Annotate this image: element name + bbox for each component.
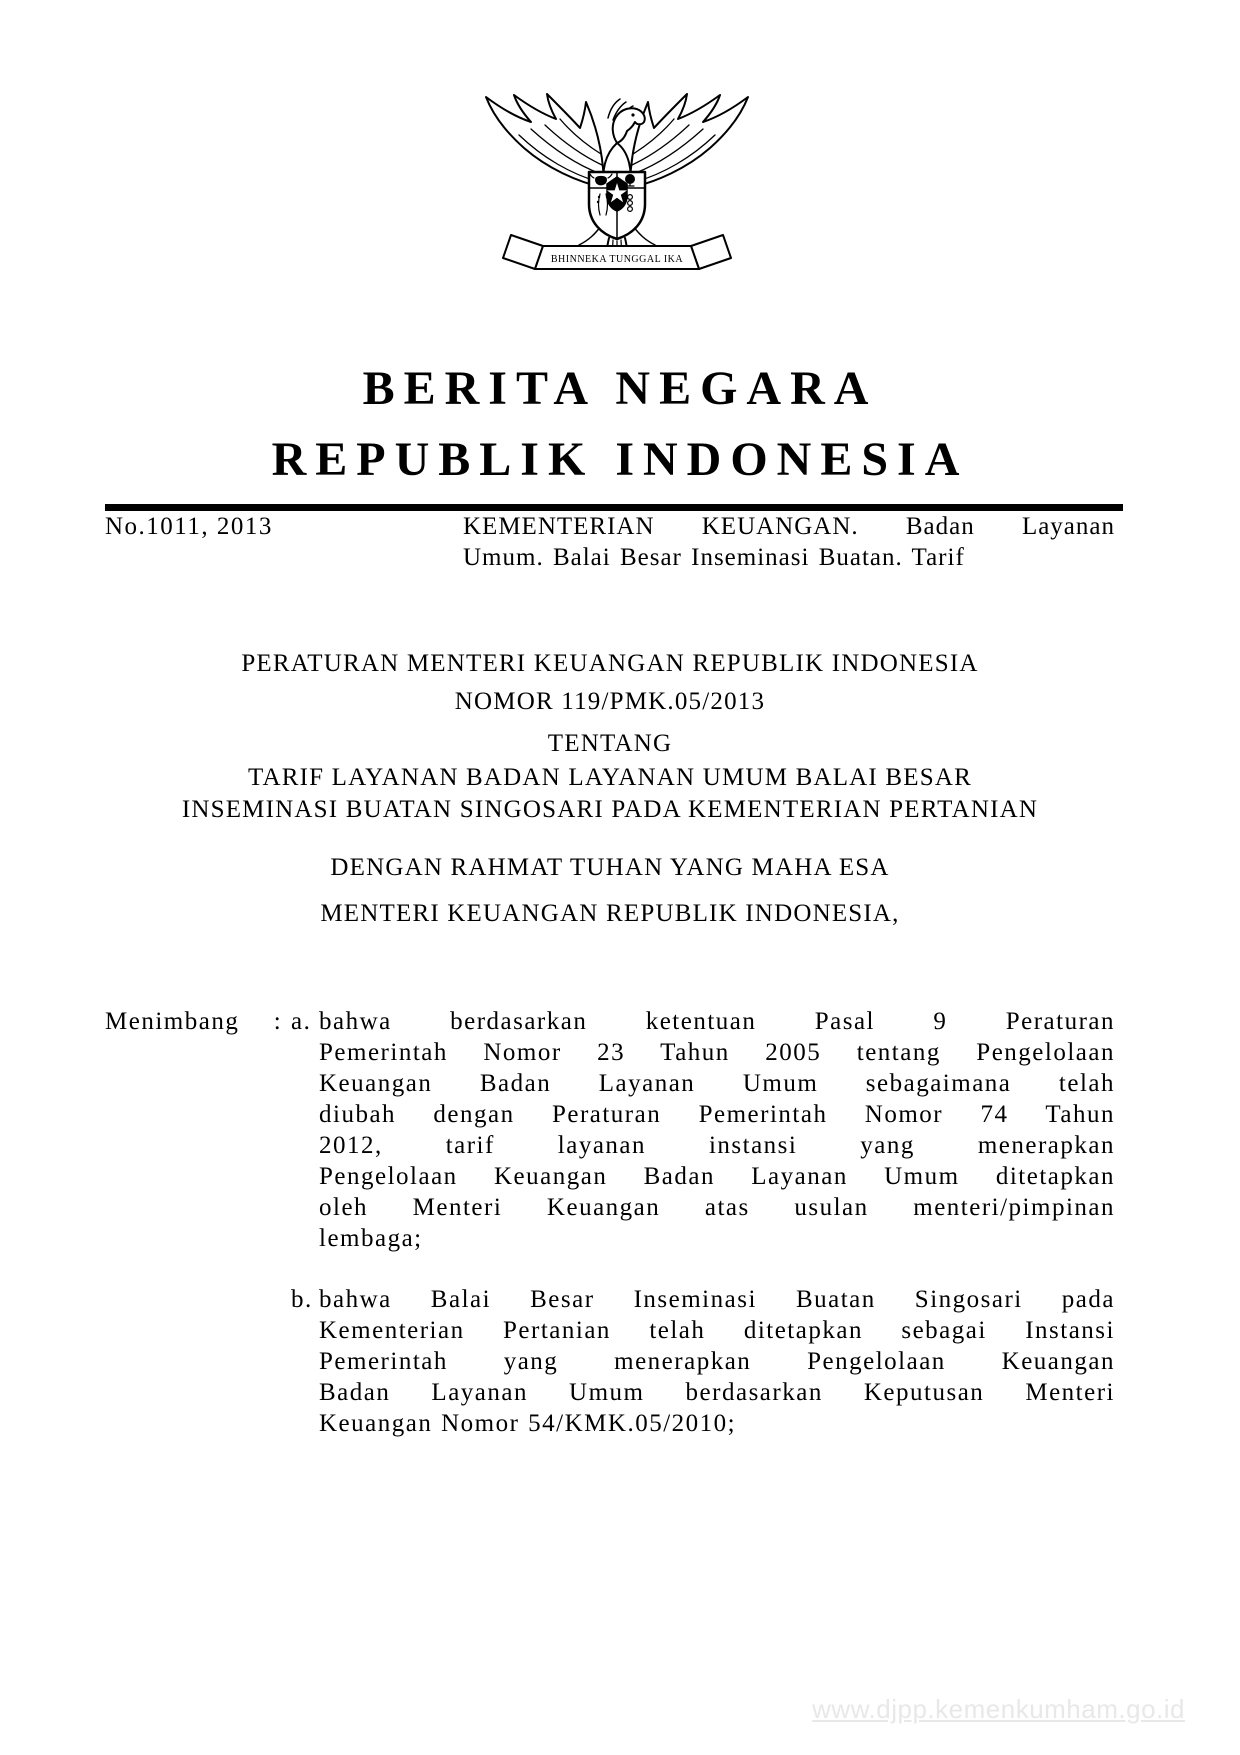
text-line: Keuangan Badan Layanan Umum sebagaimana telah xyxy=(319,1070,1115,1097)
item-text xyxy=(319,1006,1115,1254)
annotation-line: Umum. Balai Besar Inseminasi Buatan. Tarif xyxy=(463,544,965,571)
gazette-annotation xyxy=(463,511,1115,573)
text-line: Badan Layanan Umum berdasarkan Keputusan Menteri xyxy=(319,1379,1115,1406)
masthead-title-line1: BERITA NEGARA xyxy=(362,362,878,415)
masthead-title-line2: REPUBLIK INDONESIA xyxy=(271,433,969,486)
garuda-pancasila-emblem xyxy=(467,88,767,288)
annotation-line: KEMENTERIAN KEUANGAN. Badan Layanan xyxy=(463,513,1115,540)
regulation-number: NOMOR 119/PMK.05/2013 xyxy=(454,688,766,715)
garuda-eagle-icon xyxy=(467,88,767,288)
item-marker: b. xyxy=(291,1286,313,1313)
considerations-section xyxy=(105,1006,1115,1439)
regulation-subject-line2: INSEMINASI BUATAN SINGOSARI PADA KEMENTERIAN PERTANIAN xyxy=(181,796,1039,823)
gazette-header-row xyxy=(105,511,1115,573)
consideration-item-a xyxy=(291,1006,1115,1254)
text-line: Pengelolaan Keuangan Badan Layanan Umum ditetapkan xyxy=(319,1163,1115,1190)
watermark-url: www.djpp.kemenkumham.go.id xyxy=(812,1694,1185,1724)
text-line: 2012, tarif layanan instansi yang menerapkan xyxy=(319,1132,1115,1159)
text-line: Pemerintah Nomor 23 Tahun 2005 tentang Pengelolaan xyxy=(319,1039,1115,1066)
gazette-number: No.1011, 2013 xyxy=(105,513,273,540)
consideration-item-b xyxy=(291,1284,1115,1439)
text-line: bahwa Balai Besar Inseminasi Buatan Singosari pada xyxy=(319,1286,1115,1313)
text-line: oleh Menteri Keuangan atas usulan menteri/pimpinan xyxy=(319,1194,1115,1221)
regulation-title-block xyxy=(105,648,1115,929)
regulation-subject-line1: TARIF LAYANAN BADAN LAYANAN UMUM BALAI BESAR xyxy=(247,764,972,791)
considerations-items xyxy=(291,1006,1115,1439)
considerations-colon: : xyxy=(273,1008,283,1035)
text-line: lembaga; xyxy=(319,1225,423,1252)
regulation-invocation: DENGAN RAHMAT TUHAN YANG MAHA ESA xyxy=(330,854,890,881)
item-text xyxy=(319,1284,1115,1439)
considerations-label: Menimbang xyxy=(105,1008,240,1035)
regulation-heading: PERATURAN MENTERI KEUANGAN REPUBLIK INDONESIA xyxy=(241,650,979,677)
emblem-motto: BHINNEKA TUNGGAL IKA xyxy=(550,254,684,265)
text-line: Kementerian Pertanian telah ditetapkan sebagai Instansi xyxy=(319,1317,1115,1344)
text-line: diubah dengan Peraturan Pemerintah Nomor 74 Tahun xyxy=(319,1101,1115,1128)
text-line: Pemerintah yang menerapkan Pengelolaan Keuangan xyxy=(319,1348,1115,1375)
text-line: Keuangan Nomor 54/KMK.05/2010; xyxy=(319,1410,737,1437)
masthead-rule xyxy=(105,504,1123,511)
regulation-authority: MENTERI KEUANGAN REPUBLIK INDONESIA, xyxy=(320,900,900,927)
item-marker: a. xyxy=(291,1008,312,1035)
regulation-about-label: TENTANG xyxy=(547,730,673,757)
text-line: bahwa berdasarkan ketentuan Pasal 9 Peraturan xyxy=(319,1008,1115,1035)
